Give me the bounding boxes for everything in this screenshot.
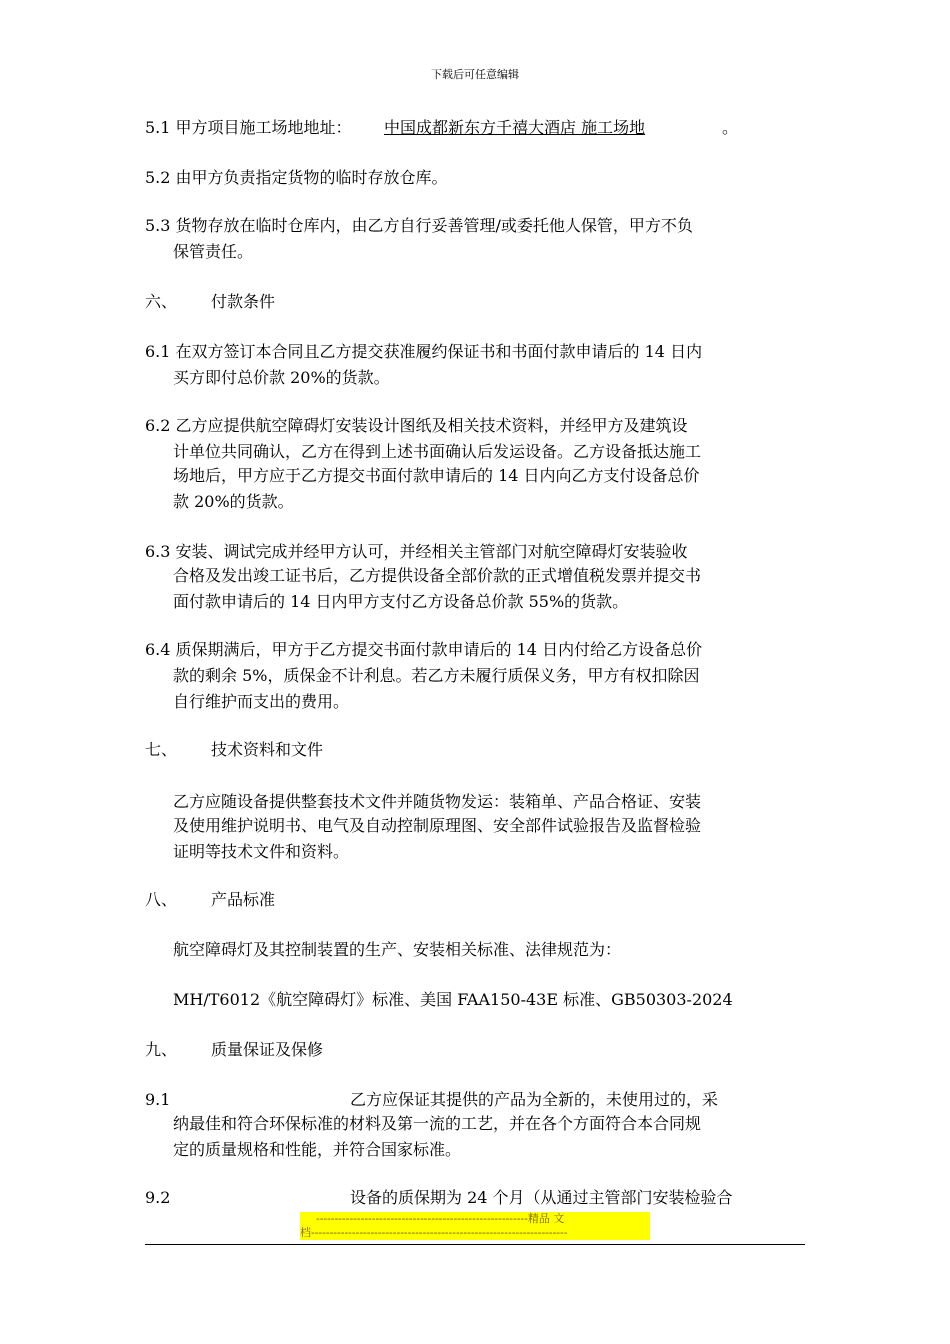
clause-6-2-line-2: 计单位共同确认，乙方在得到上述书面确认后发运设备。乙方设备抵达施工 — [173, 442, 702, 461]
section-7-title: 技术资料和文件 — [211, 740, 324, 759]
section-7-para-line-1: 乙方应随设备提供整套技术文件并随货物发运：装箱单、产品合格证、安装 — [173, 792, 702, 811]
clause-9-1-line-2: 纳最佳和符合环保标准的材料及第一流的工艺，并在各个方面符合本合同规 — [173, 1114, 702, 1133]
footer-divider — [145, 1244, 805, 1245]
section-6-title: 付款条件 — [211, 292, 276, 311]
clause-9-2-number: 9.2 — [145, 1188, 171, 1207]
clause-9-2-line-1: 设备的质保期为 24 个月（从通过主管部门安装检验合 — [350, 1188, 733, 1207]
footer-watermark-banner — [300, 1212, 650, 1240]
footer-watermark-row-2: 档--------------------------------------------------------------------- — [300, 1226, 568, 1239]
clause-6-2-line-1: 6.2 乙方应提供航空障碍灯安装设计图纸及相关技术资料，并经甲方及建筑设 — [145, 416, 688, 435]
section-9-title: 质量保证及保修 — [211, 1040, 324, 1059]
section-7-number: 七、 — [145, 740, 178, 759]
section-9-number: 九、 — [145, 1040, 178, 1059]
section-8-para: 航空障碍灯及其控制装置的生产、安装相关标准、法律规范为： — [173, 940, 622, 959]
clause-6-2-line-3: 场地后，甲方应于乙方提交书面付款申请后的 14 日内向乙方支付设备总价 — [173, 466, 700, 485]
clause-6-3-line-1: 6.3 安装、调试完成并经甲方认可，并经相关主管部门对航空障碍灯安装验收 — [145, 542, 688, 561]
clause-9-1-number: 9.1 — [145, 1090, 171, 1109]
section-7-para-line-2: 及使用维护说明书、电气及自动控制原理图、安全部件试验报告及监督检验 — [173, 816, 702, 835]
clause-9-1-line-3: 定的质量规格和性能，并符合国家标准。 — [173, 1140, 462, 1159]
section-8-standards: MH/T6012《航空障碍灯》标准、美国 FAA150-43E 标准、GB50303-2024 — [173, 990, 733, 1009]
section-8-number: 八、 — [145, 890, 178, 909]
clause-6-4-line-2: 款的剩余 5%，质保金不计利息。若乙方未履行质保义务，甲方有权扣除因 — [173, 666, 700, 685]
clause-6-3-line-2: 合格及发出竣工证书后，乙方提供设备全部价款的正式增值税发票并提交书 — [173, 566, 702, 585]
clause-6-1-line-1: 6.1 在双方签订本合同且乙方提交获准履约保证书和书面付款申请后的 14 日内 — [145, 342, 703, 361]
header-note: 下载后可任意编辑 — [431, 68, 519, 81]
clause-6-4-line-3: 自行维护而支出的费用。 — [173, 692, 350, 711]
footer-watermark-row-1: ---------------------------------------------------------精品 文 — [316, 1212, 565, 1225]
clause-9-1-line-1: 乙方应保证其提供的产品为全新的，未使用过的，采 — [350, 1090, 719, 1109]
section-7-para-line-3: 证明等技术文件和资料。 — [173, 842, 350, 861]
clause-5-1-address: 中国成都新东方千禧大酒店 施工场地 — [384, 118, 646, 137]
clause-5-2: 5.2 由甲方负责指定货物的临时存放仓库。 — [145, 168, 448, 187]
clause-5-3-line-2: 保管责任。 — [173, 242, 254, 261]
clause-6-1-line-2: 买方即付总价款 20%的货款。 — [173, 368, 390, 387]
clause-5-1-prefix: 5.1 甲方项目施工场地地址： — [145, 118, 352, 137]
clause-5-1-end: 。 — [722, 118, 739, 137]
clause-6-3-line-3: 面付款申请后的 14 日内甲方支付乙方设备总价款 55%的货款。 — [173, 592, 629, 611]
clause-6-4-line-1: 6.4 质保期满后，甲方于乙方提交书面付款申请后的 14 日内付给乙方设备总价 — [145, 640, 703, 659]
clause-5-3-line-1: 5.3 货物存放在临时仓库内，由乙方自行妥善管理/或委托他人保管，甲方不负 — [145, 216, 693, 235]
section-6-number: 六、 — [145, 292, 178, 311]
clause-6-2-line-4: 款 20%的货款。 — [173, 492, 294, 511]
section-8-title: 产品标准 — [211, 890, 276, 909]
